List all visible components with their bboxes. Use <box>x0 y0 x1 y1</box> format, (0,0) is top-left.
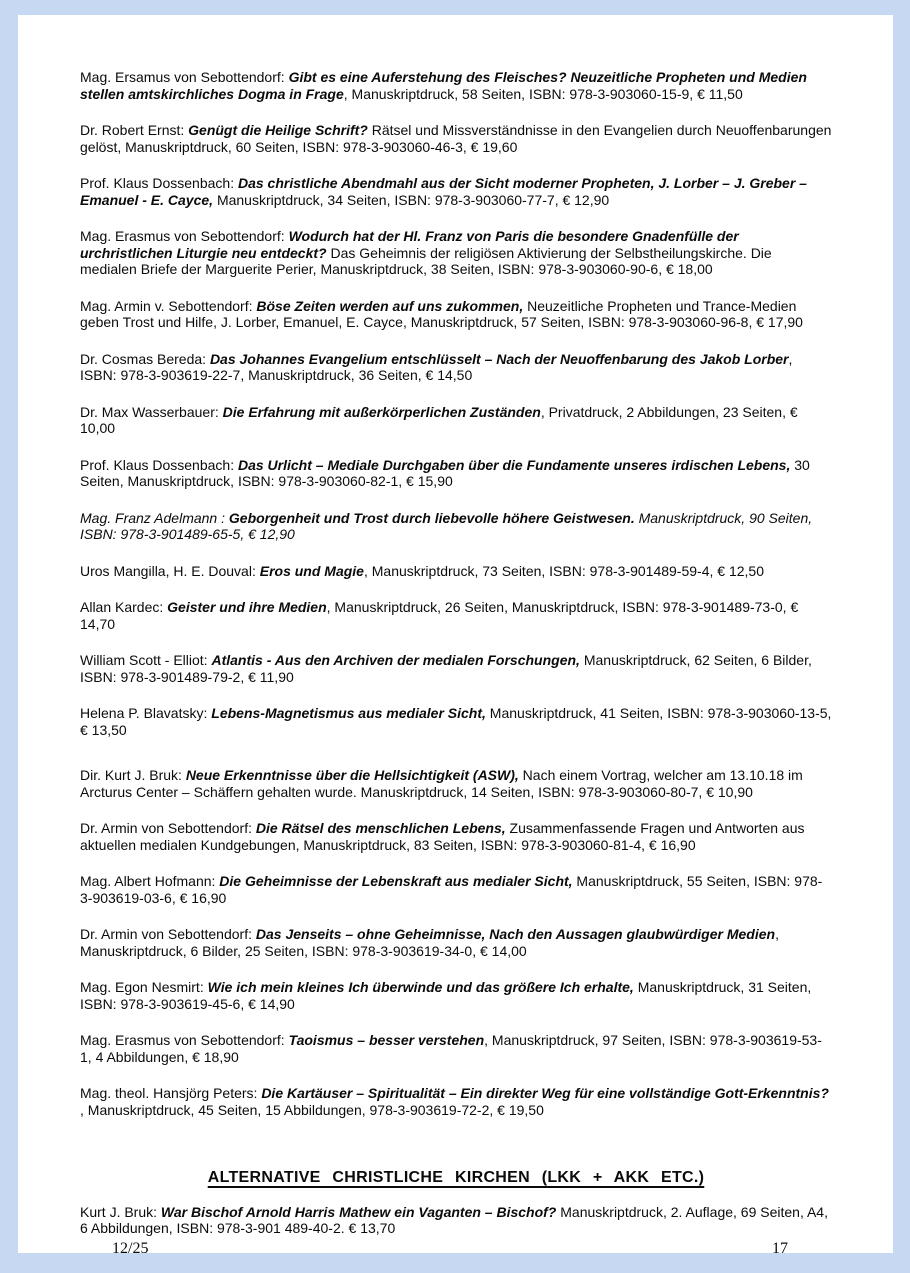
catalog-entry <box>80 510 832 543</box>
entry-text: Dr. Max Wasserbauer: <box>80 403 223 420</box>
page-content <box>18 15 893 1253</box>
entry-text: , Manuskriptdruck, 97 Seiten, ISBN: 978-3-903619-53-1, 4 Abbildungen, € 18,90 <box>80 1032 822 1065</box>
entry-text: , Manuskriptdruck, 6 Bilder, 25 Seiten, ISBN: 978-3-903619-34-0, € 14,00 <box>80 926 779 959</box>
catalog-entry <box>80 873 832 906</box>
entry-text: Das Geheimnis der religiösen Aktivierung der Selbstheilungskirche. Die medialen Briefe der Marguerite Perier, Manuskriptdruck, 38 Seiten, ISBN: 978-3-903060-90-6, € 18,00 <box>80 244 772 277</box>
entry-text: Mag. theol. Hansjörg Peters: <box>80 1085 262 1101</box>
entry-text: Prof. Klaus Dossenbach: <box>80 175 238 191</box>
catalog-entry <box>80 599 832 632</box>
entry-text: Mag. Erasmus von Sebottendorf: <box>80 1032 289 1048</box>
catalog-entry <box>80 69 832 102</box>
catalog-entry <box>80 652 832 685</box>
entry-text: Mag. Albert Hofmann: <box>80 873 220 889</box>
entry-title: Die Geheimnisse der Lebenskraft aus medialer Sicht, <box>219 873 573 889</box>
catalog-entry <box>80 457 832 490</box>
entry-text: Mag. Erasmus von Sebottendorf: <box>80 228 289 244</box>
entry-text: , ISBN: 978-3-903619-22-7, Manuskriptdruck, 36 Seiten, € 14,50 <box>80 350 793 383</box>
entry-text: William Scott - Elliot: <box>80 652 212 668</box>
entry-text: , Manuskriptdruck, 26 Seiten, Manuskriptdruck, ISBN: 978-3-901489-73-0, € 14,70 <box>80 599 799 632</box>
footer-edition-number: 12/25 <box>112 1239 149 1253</box>
entry-title: Eros und Magie <box>259 562 364 579</box>
entry-title: Die Erfahrung mit außerkörperlichen Zuständen <box>222 403 541 420</box>
entry-text: 30 Seiten, Manuskriptdruck, ISBN: 978-3-903060-82-1, € 15,90 <box>80 456 810 489</box>
entry-title: Lebens-Magnetismus aus medialer Sicht, <box>211 705 486 721</box>
entry-title: Genügt die Heilige Schrift? <box>188 122 368 138</box>
entry-text: , Manuskriptdruck, 73 Seiten, ISBN: 978-3-901489-59-4, € 12,50 <box>363 562 764 579</box>
entry-text: , Privatdruck, 2 Abbildungen, 23 Seiten, € 10,00 <box>80 403 798 436</box>
catalog-entry <box>80 228 832 278</box>
entry-title: Geborgenheit und Trost durch liebevolle höhere Geistwesen. <box>228 509 635 526</box>
entry-title: Geister und ihre Medien <box>167 599 327 615</box>
catalog-entry <box>80 705 832 738</box>
section-entries <box>80 1204 832 1237</box>
entry-text: Mag. Egon Nesmirt: <box>80 979 208 995</box>
catalog-entry <box>80 122 832 155</box>
entry-text: Manuskriptdruck, 55 Seiten, ISBN: 978-3-903619-03-6, € 16,90 <box>80 873 823 906</box>
entry-title: Neue Erkenntnisse über die Hellsichtigkeit (ASW), <box>185 767 519 783</box>
entry-text: Uros Mangilla, H. E. Douval: <box>80 562 260 579</box>
entry-title: Die Kartäuser – Spiritualität – Ein direkter Weg für eine vollständige Gott-Erkenntnis? <box>261 1085 829 1101</box>
document-page <box>18 15 893 1253</box>
entry-title: Das Johannes Evangelium entschlüsselt – Nach der Neuoffenbarung des Jakob Lorber <box>209 350 789 367</box>
entry-text: Manuskriptdruck, 34 Seiten, ISBN: 978-3-903060-77-7, € 12,90 <box>213 191 610 208</box>
footer-page-number: 17 <box>772 1239 788 1253</box>
entry-text: Mag. Ersamus von Sebottendorf: <box>80 69 289 85</box>
entry-text: Manuskriptdruck, 31 Seiten, ISBN: 978-3-903619-45-6, € 14,90 <box>80 979 812 1012</box>
page-footer <box>80 1237 832 1254</box>
catalog-entry <box>80 563 832 580</box>
catalog-entry <box>80 175 832 208</box>
entry-text: Mag. Franz Adelmann : <box>80 509 229 526</box>
entry-text: Manuskriptdruck, 2. Auflage, 69 Seiten, A4, 6 Abbildungen, ISBN: 978-3-901 489-40-2. € 13,70 <box>80 1203 828 1236</box>
catalog-entry <box>80 1085 832 1118</box>
entry-text: Rätsel und Missverständnisse in den Evangelien durch Neuoffenbarungen gelöst, Manuskriptdruck, 60 Seiten, ISBN: 978-3-903060-46-3, € 19,60 <box>80 122 832 155</box>
entry-text: Dr. Robert Ernst: <box>80 122 189 138</box>
entry-text: Manuskriptdruck, 41 Seiten, ISBN: 978-3-903060-13-5, € 13,50 <box>80 705 832 738</box>
catalog-entry <box>80 979 832 1012</box>
catalog-entry <box>80 767 832 800</box>
entry-text: Helena P. Blavatsky: <box>80 705 212 721</box>
entry-title: Das christliche Abendmahl aus der Sicht moderner Propheten, J. Lorber – J. Greber – Emanuel - E. Cayce, <box>80 175 807 208</box>
entry-title: Das Jenseits – ohne Geheimnisse, Nach den Aussagen glaubwürdiger Medien <box>255 926 776 942</box>
entry-title: Böse Zeiten werden auf uns zukommen, <box>256 297 524 314</box>
entry-text: Manuskriptdruck, 62 Seiten, 6 Bilder, ISBN: 978-3-901489-79-2, € 11,90 <box>80 652 812 685</box>
catalog-entry <box>80 298 832 331</box>
entry-title: Die Rätsel des menschlichen Lebens, <box>255 820 506 836</box>
entry-text: , Manuskriptdruck, 58 Seiten, ISBN: 978-3-903060-15-9, € 11,50 <box>343 85 743 102</box>
catalog-entries <box>80 69 832 1118</box>
catalog-entry <box>80 926 832 959</box>
catalog-entry <box>80 1204 832 1237</box>
entry-text: Allan Kardec: <box>80 599 168 615</box>
entry-text: Neuzeitliche Propheten und Trance-Medien geben Trost und Hilfe, J. Lorber, Emanuel, E. Cayce, Manuskriptdruck, 57 Seiten, ISBN: 978-3-903060-96-8, € 17,90 <box>80 297 803 330</box>
entry-text: Dr. Cosmas Bereda: <box>80 350 210 367</box>
entry-text: Kurt J. Bruk: <box>80 1203 161 1220</box>
entry-title: Gibt es eine Auferstehung des Fleisches? Neuzeitliche Propheten und Medien stellen amtskirchliches Dogma in Frage <box>80 69 807 102</box>
entry-text: Dir. Kurt J. Bruk: <box>80 767 186 783</box>
catalog-entry <box>80 404 832 437</box>
entry-title: Taoismus – besser verstehen <box>288 1032 485 1048</box>
entry-text: Mag. Armin v. Sebottendorf: <box>80 297 257 314</box>
entry-text: Dr. Armin von Sebottendorf: <box>80 820 256 836</box>
catalog-entry <box>80 820 832 853</box>
entry-text: Dr. Armin von Sebottendorf: <box>80 926 256 942</box>
section-heading: ALTERNATIVE CHRISTLICHE KIRCHEN (LKK + AKK ETC.) <box>207 1169 705 1186</box>
entry-title: Wodurch hat der Hl. Franz von Paris die besondere Gnadenfülle der urchristlichen Liturgie neu entdeckt? <box>80 228 739 261</box>
entry-title: Das Urlicht – Mediale Durchgaben über die Fundamente unseres irdischen Lebens, <box>237 456 791 473</box>
entry-title: Atlantis - Aus den Archiven der medialen Forschungen, <box>211 652 580 668</box>
entry-title: War Bischof Arnold Harris Mathew ein Vaganten – Bischof? <box>160 1203 557 1220</box>
entry-text: Nach einem Vortrag, welcher am 13.10.18 im Arcturus Center – Schäffern gehalten wurde. Manuskriptdruck, 14 Seiten, ISBN: 978-3-903060-80-7, € 10,90 <box>80 767 803 800</box>
entry-text: Manuskriptdruck, 90 Seiten, ISBN: 978-3-901489-65-5, € 12,90 <box>80 509 813 542</box>
entry-text: , Manuskriptdruck, 45 Seiten, 15 Abbildungen, 978-3-903619-72-2, € 19,50 <box>80 1101 544 1118</box>
entry-title: Wie ich mein kleines Ich überwinde und das größere Ich erhalte, <box>207 979 634 995</box>
catalog-entry <box>80 1032 832 1065</box>
entry-text: Zusammenfassende Fragen und Antworten aus aktuellen medialen Kundgebungen, Manuskriptdruck, 83 Seiten, ISBN: 978-3-903060-81-4, € 16,90 <box>80 820 805 853</box>
entry-text: Prof. Klaus Dossenbach: <box>80 456 238 473</box>
catalog-entry <box>80 351 832 384</box>
